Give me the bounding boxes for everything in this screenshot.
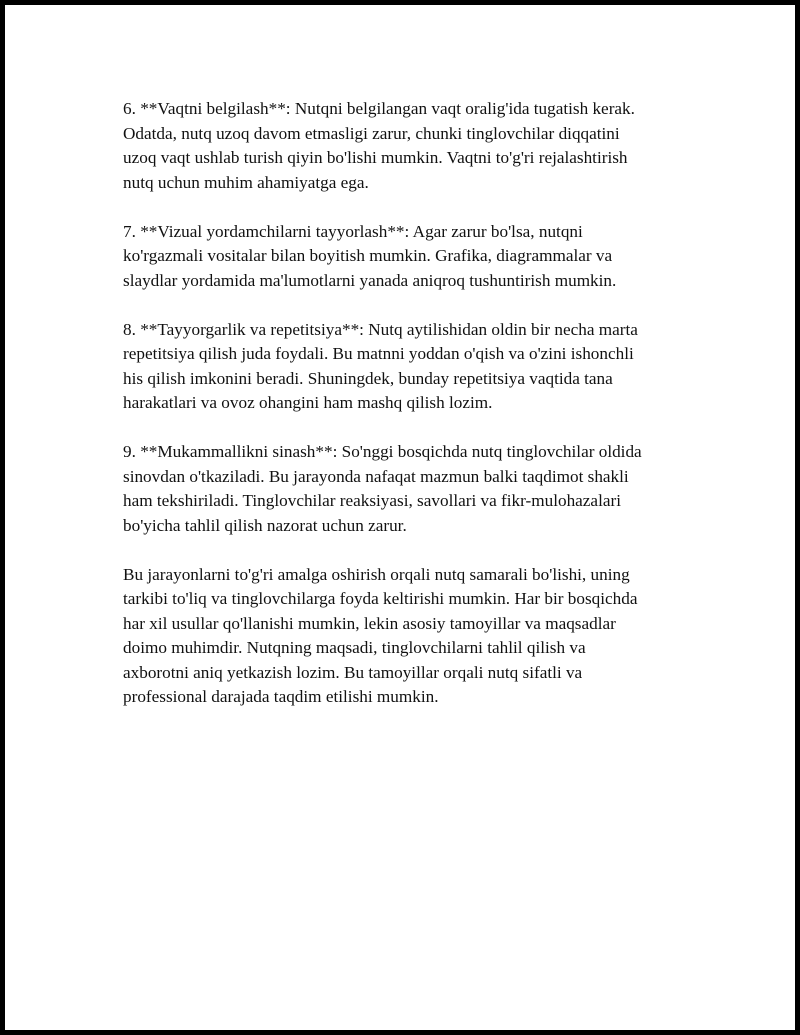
text-line: Bu jarayonlarni to'g'ri amalga oshirish orqali nutq samarali bo'lishi, uning [123,564,630,584]
text-line: axborotni aniq yetkazish lozim. Bu tamoyillar orqali nutq sifatli va [123,662,583,682]
text-line: sinovdan o'tkaziladi. Bu jarayonda nafaqat mazmun balki taqdimot shakli [123,466,629,486]
text-line: 9. **Mukammallikni sinash**: So'nggi bosqichda nutq tinglovchilar oldida [123,442,642,461]
text-line: harakatlari va ovoz ohangini ham mashq qilish lozim. [123,393,493,412]
document-body [123,97,693,734]
text-line: Odatda, nutq uzoq davom etmasligi zarur, chunki tinglovchilar diqqatini [123,123,620,143]
text-line: tarkibi to'liq va tinglovchilarga foyda keltirishi mumkin. Har bir bosqichda [123,589,638,608]
text-line: professional darajada taqdim etilishi mumkin. [123,687,439,706]
text-line: uzoq vaqt ushlab turish qiyin bo'lishi mumkin. Vaqtni to'g'ri rejalashtirish [123,148,628,167]
text-line: bo'yicha tahlil qilish nazorat uchun zarur. [123,515,407,535]
text-line: 8. **Tayyorgarlik va repetitsiya**: Nutq aytilishidan oldin bir necha marta [123,319,638,339]
paragraph-testing [123,440,693,538]
text-line: slaydlar yordamida ma'lumotlarni yanada aniqroq tushuntirish mumkin. [123,270,617,290]
text-line: 6. **Vaqtni belgilash**: Nutqni belgilangan vaqt oralig'ida tugatish kerak. [123,99,635,118]
text-line: ham tekshiriladi. Tinglovchilar reaksiyasi, savollari va fikr-mulohazalari [123,491,621,510]
text-line: nutq uchun muhim ahamiyatga ega. [123,172,369,192]
text-line: repetitsiya qilish juda foydali. Bu matnni yoddan o'qish va o'zini ishonchli [123,344,634,363]
text-line: ko'rgazmali vositalar bilan boyitish mumkin. Grafika, diagrammalar va [123,246,613,265]
text-line: 7. **Vizual yordamchilarni tayyorlash**: Agar zarur bo'lsa, nutqni [123,221,583,241]
paragraph-visual-aids [123,220,693,294]
text-line: har xil usullar qo'llanishi mumkin, lekin asosiy tamoyillar va maqsadlar [123,613,616,633]
text-line: his qilish imkonini beradi. Shuningdek, bunday repetitsiya vaqtida tana [123,368,613,388]
paragraph-conclusion [123,563,693,710]
paragraph-time-planning [123,97,693,195]
paragraph-rehearsal [123,318,693,416]
text-line: doimo muhimdir. Nutqning maqsadi, tinglovchilarni tahlil qilish va [123,638,586,657]
